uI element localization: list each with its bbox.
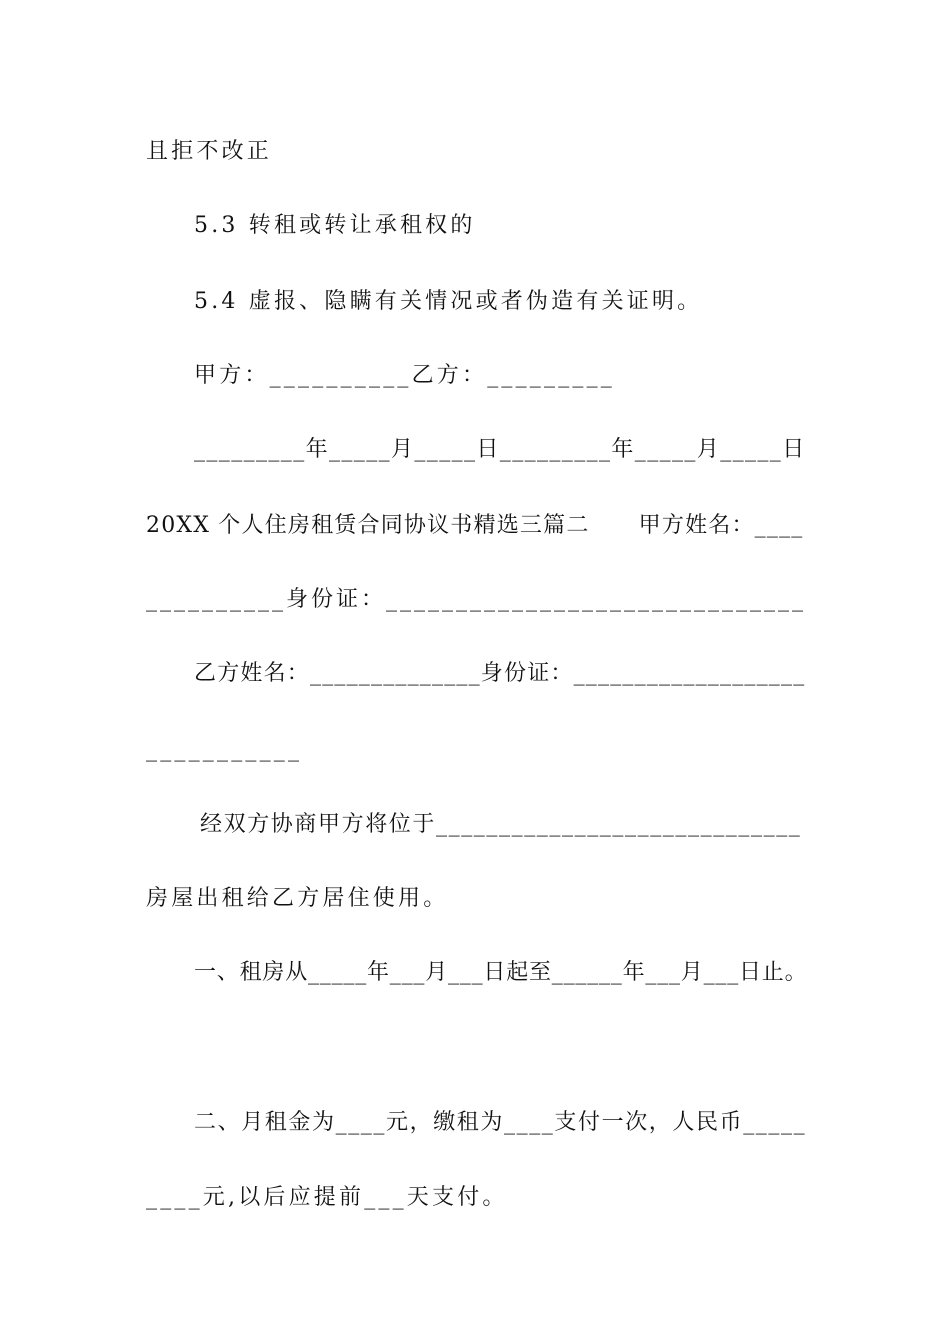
- doc-line-13: 二、月租金为____元，缴租为____支付一次，人民币_____: [194, 1110, 807, 1135]
- doc-line-7: __________身份证：______________________________: [146, 587, 807, 612]
- doc-line-6: 20XX 个人住房租赁合同协议书精选三篇二 甲方姓名：____: [146, 513, 804, 538]
- doc-line-3: 5.4 虚报、隐瞒有关情况或者伪造有关证明。: [194, 289, 703, 314]
- doc-line-2: 5.3 转租或转让承租权的: [194, 213, 476, 238]
- doc-line-9: ___________: [146, 737, 303, 762]
- doc-line-14: ____元,以后应提前___天支付。: [146, 1185, 508, 1210]
- doc-line-8: 乙方姓名：______________身份证：___________________: [194, 661, 806, 686]
- doc-line-11: 房屋出租给乙方居住使用。: [146, 886, 449, 911]
- doc-line-1: 且拒不改正: [146, 139, 273, 164]
- doc-line-12: 一、租房从_____年___月___日起至______年___月___日止。: [194, 960, 808, 985]
- doc-line-5: _________年_____月_____日_________年_____月_____日: [194, 437, 806, 462]
- doc-line-10: 经双方协商甲方将位于_____________________________: [200, 812, 802, 837]
- doc-line-4: 甲方：__________乙方：_________: [194, 363, 616, 388]
